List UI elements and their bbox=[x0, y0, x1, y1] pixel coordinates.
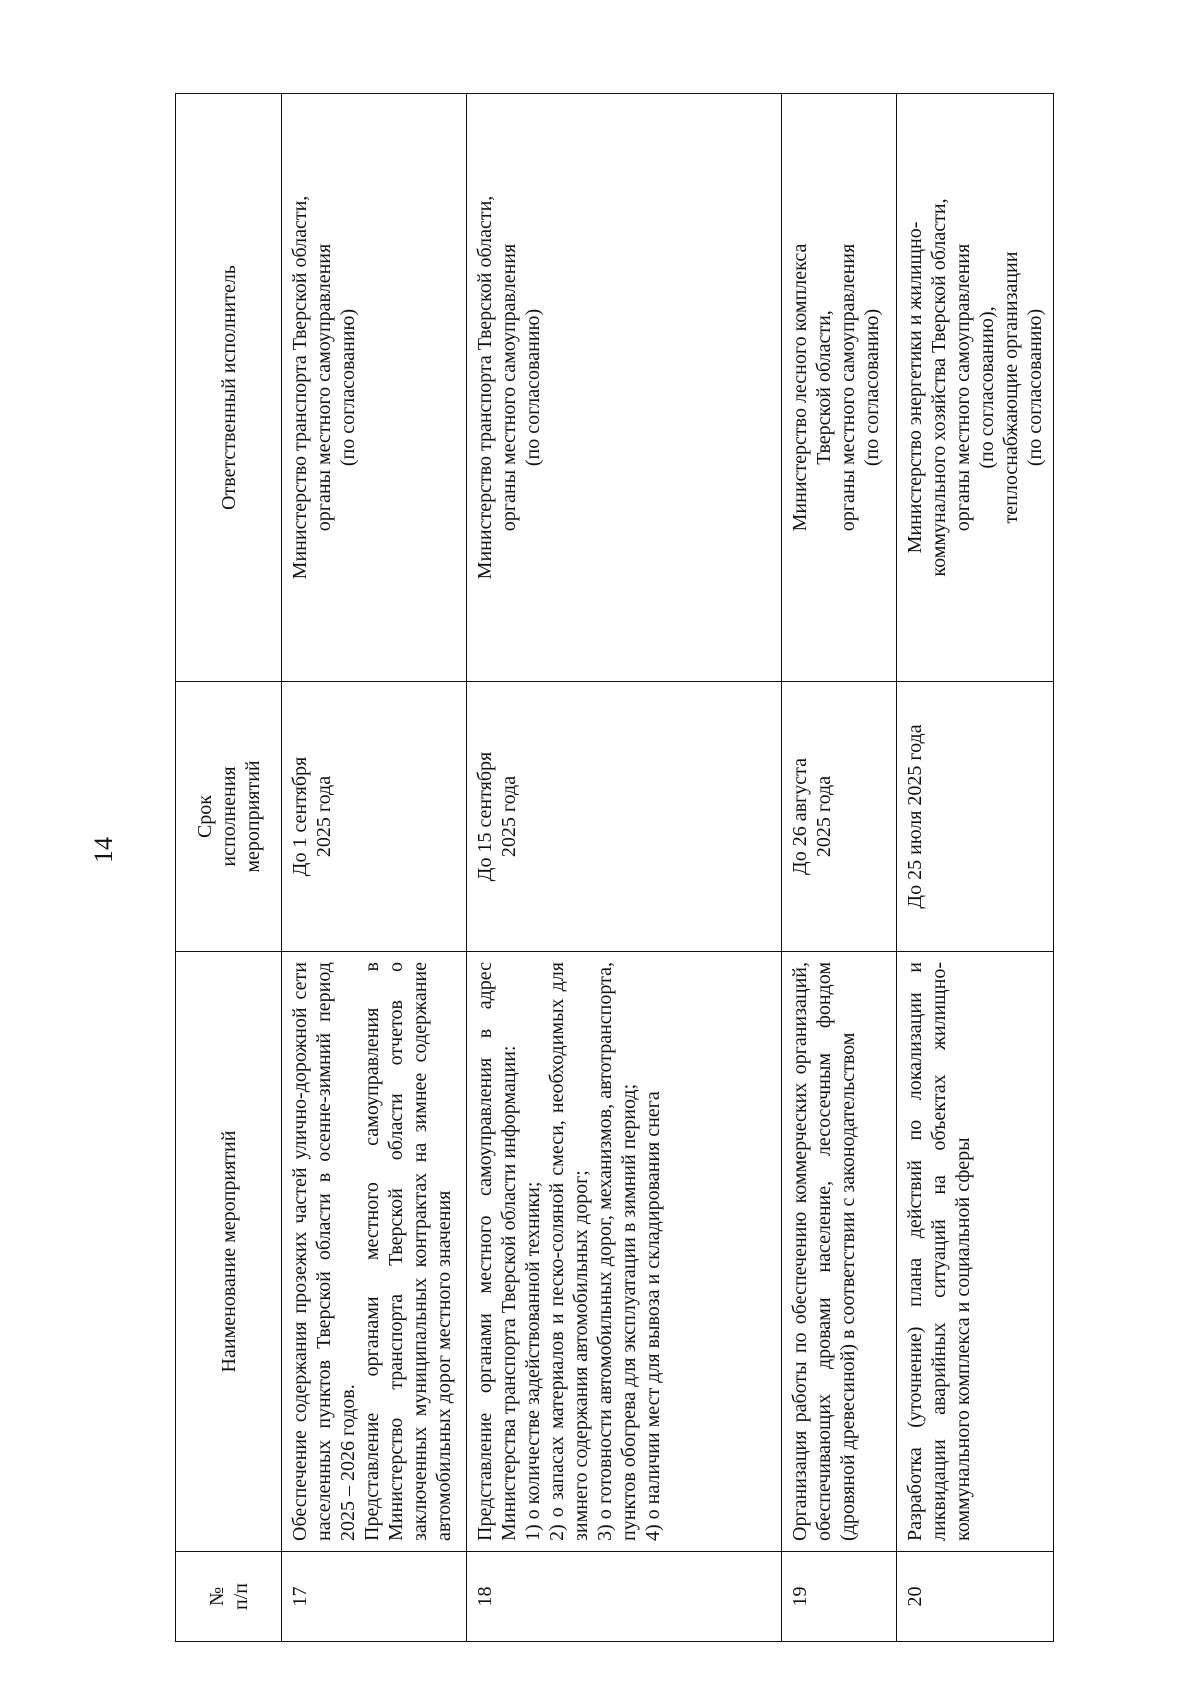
header-name: Наименование мероприятий bbox=[176, 952, 282, 1552]
header-num: № п/п bbox=[176, 1552, 282, 1642]
event-deadline: До 26 августа 2025 года bbox=[782, 682, 897, 952]
event-name: Организация работы по обеспечению коммерческих организаций, обеспечивающих дровами население, лесосечным фондом (дровяной древесиной) в соответствии с законодательством bbox=[782, 952, 897, 1552]
event-responsible: Министерство лесного комплекса Тверской области, органы местного самоуправления (по согласованию) bbox=[782, 94, 897, 682]
event-responsible: Министерство транспорта Тверской области, органы местного самоуправления (по согласованию) bbox=[467, 94, 782, 682]
row-number: 18 bbox=[467, 1552, 782, 1642]
event-deadline: До 15 сентября 2025 года bbox=[467, 682, 782, 952]
event-deadline: До 1 сентября 2025 года bbox=[282, 682, 467, 952]
header-responsible: Ответственный исполнитель bbox=[176, 94, 282, 682]
header-date: Срок исполнения мероприятий bbox=[176, 682, 282, 952]
event-name: Разработка (уточнение) плана действий по локализации и ликвидации аварийных ситуаций на объектах жилищно-коммунального комплекса и социальной сферы bbox=[897, 952, 1054, 1552]
event-deadline: До 25 июля 2025 года bbox=[897, 682, 1054, 952]
table-row bbox=[782, 94, 897, 1642]
row-number: 19 bbox=[782, 1552, 897, 1642]
row-number: 20 bbox=[897, 1552, 1054, 1642]
row-number: 17 bbox=[282, 1552, 467, 1642]
events-table bbox=[175, 93, 1054, 1642]
table-row bbox=[467, 94, 782, 1642]
event-responsible: Министерство энергетики и жилищно- коммунального хозяйства Тверской области, органы местного самоуправления (по согласованию), теплоснабжающие организации (по согласованию) bbox=[897, 94, 1054, 682]
rotated-table-container bbox=[175, 94, 1075, 1642]
table-row bbox=[897, 94, 1054, 1642]
page-number: 14 bbox=[89, 837, 118, 863]
event-name: Представление органами местного самоуправления в адрес Министерства транспорта Тверской области информации: 1) о количестве задействованной техники; 2) о запасах материалов и песко-соляной смеси, необходимых для зимнего содержания автомобильных дорог; 3) о готовности автомобильных дорог, механизмов, автотранспорта, пунктов обогрева для эксплуатации в зимний период; 4) о наличии мест для вывоза и складирования снега bbox=[467, 952, 782, 1552]
event-name: Обеспечение содержания прозежих частей улично-дорожной сети населенных пунктов Тверской области в осенне-зимний период 2025 – 2026 годов. Представление органами местного самоуправления в Министерство транспорта Тверской области отчетов о заключенных муниципальных контрактах на зимнее содержание автомобильных дорог местного значения bbox=[282, 952, 467, 1552]
event-responsible: Министерство транспорта Тверской области, органы местного самоуправления (по согласованию) bbox=[282, 94, 467, 682]
table-row bbox=[282, 94, 467, 1642]
table-header-row bbox=[176, 94, 282, 1642]
